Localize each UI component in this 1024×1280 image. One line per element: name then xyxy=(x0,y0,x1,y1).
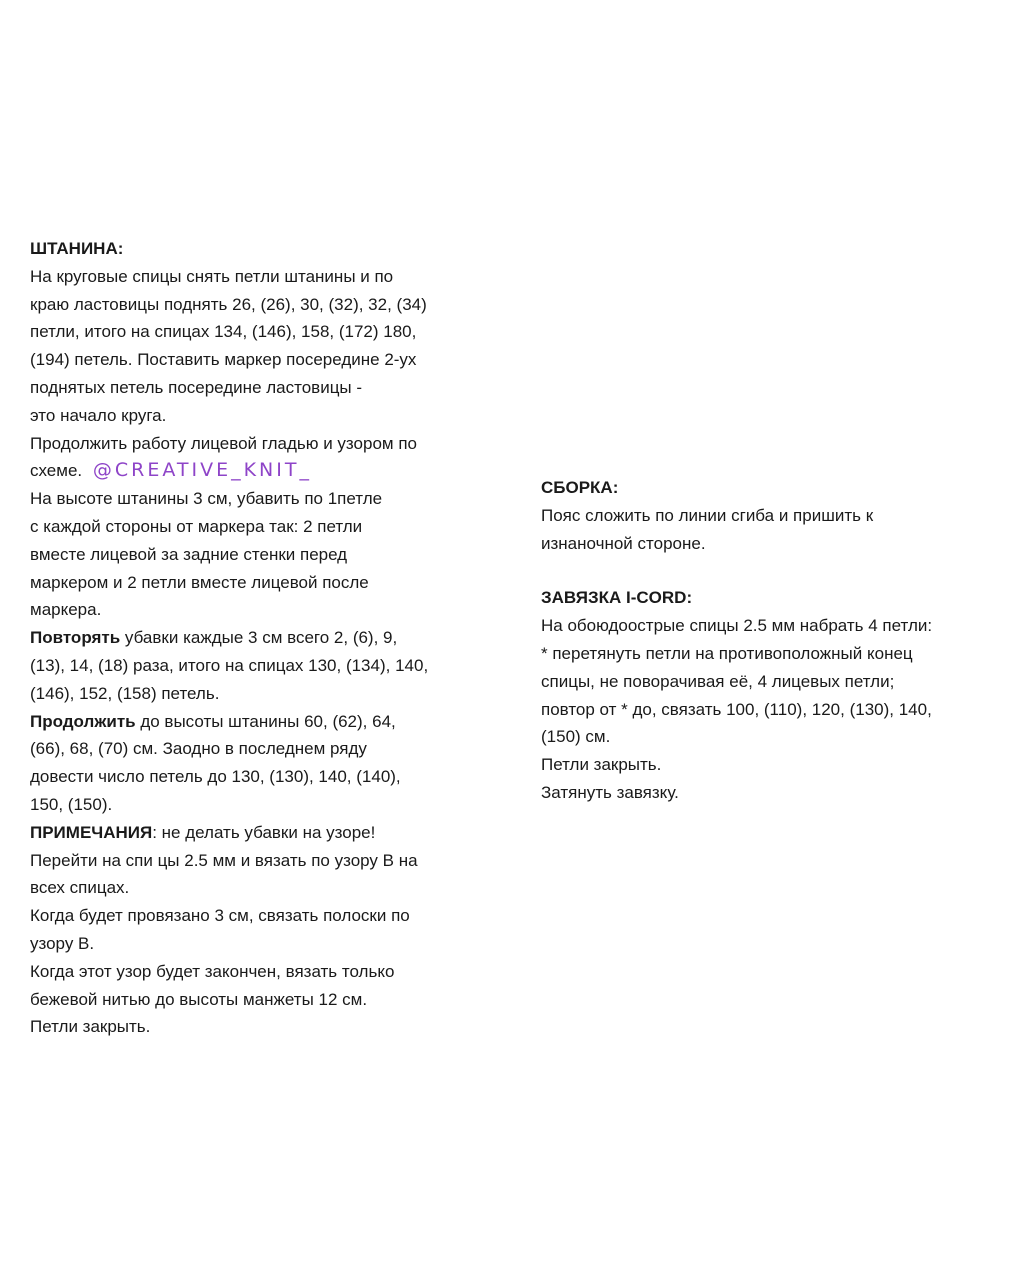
text-line: изнаночной стороне. xyxy=(541,533,706,553)
text-line: Петли закрыть. xyxy=(30,1017,151,1037)
text-line: с каждой стороны от маркера так: 2 петли xyxy=(30,516,363,536)
continue-line xyxy=(30,708,500,736)
trouser-leg-section xyxy=(30,235,500,1041)
section-spacer xyxy=(541,557,1011,584)
text-line: * перетянуть петли на противоположный конец xyxy=(541,643,913,663)
text-line: Перейти на спи цы 2.5 мм и вязать по узору В на xyxy=(30,850,418,870)
repeat-line xyxy=(30,624,500,652)
text-line: маркера. xyxy=(30,600,102,620)
text-line: На обоюдоострые спицы 2.5 мм набрать 4 петли: xyxy=(541,616,933,636)
creator-watermark: @CREATIVE_KNIT_ xyxy=(92,459,312,482)
repeat-text: убавки каждые 3 см всего 2, (6), 9, xyxy=(120,628,398,648)
text-line: Петли закрыть. xyxy=(541,755,662,775)
text-line: (150) см. xyxy=(541,727,611,747)
text-line: Пояс сложить по линии сгиба и пришить к xyxy=(541,505,874,525)
text-line: Затянуть завязку. xyxy=(541,782,679,802)
scheme-text: схеме. xyxy=(30,461,83,481)
repeat-keyword: Повторять xyxy=(30,628,121,648)
text-line: это начало круга. xyxy=(30,405,167,425)
text-line: Продолжить работу лицевой гладью и узором по xyxy=(30,433,417,453)
text-line: вместе лицевой за задние стенки перед xyxy=(30,544,348,564)
scheme-line xyxy=(30,457,500,485)
text-line: всех спицах. xyxy=(30,878,130,898)
notes-keyword: ПРИМЕЧАНИЯ xyxy=(30,822,153,842)
text-line: На высоте штанины 3 см, убавить по 1петле xyxy=(30,489,383,509)
text-line: поднятых петель посередине ластовицы - xyxy=(30,377,363,397)
text-line: 150, (150). xyxy=(30,794,113,814)
section-heading-icord: ЗАВЯЗКА I-CORD: xyxy=(541,588,693,608)
text-line: (66), 68, (70) см. Заодно в последнем ряду xyxy=(30,739,367,759)
text-line: петли, итого на спицах 134, (146), 158, (172) 180, xyxy=(30,322,417,342)
section-heading-assembly: СБОРКА: xyxy=(541,478,619,497)
text-line: повтор от * до, связать 100, (110), 120, (130), 140, xyxy=(541,699,932,719)
text-line: На круговые спицы снять петли штанины и по xyxy=(30,266,394,286)
text-line: Когда этот узор будет закончен, вязать только xyxy=(30,961,395,981)
notes-text: : не делать убавки на узоре! xyxy=(152,822,376,842)
text-line: узору В. xyxy=(30,933,95,953)
text-line: бежевой нитью до высоты манжеты 12 см. xyxy=(30,989,368,1009)
notes-line xyxy=(30,819,500,847)
text-line: спицы, не поворачивая её, 4 лицевых петли; xyxy=(541,671,895,691)
continue-text: до высоты штанины 60, (62), 64, xyxy=(135,711,396,731)
text-line: (146), 152, (158) петель. xyxy=(30,683,220,703)
continue-keyword: Продолжить xyxy=(30,711,136,731)
section-heading-trouser-leg: ШТАНИНА: xyxy=(30,239,124,258)
text-line: Когда будет провязано 3 см, связать полоски по xyxy=(30,906,410,926)
text-line: маркером и 2 петли вместе лицевой после xyxy=(30,572,369,592)
text-line: краю ластовицы поднять 26, (26), 30, (32), 32, (34) xyxy=(30,294,427,314)
text-line: (194) петель. Поставить маркер посередине 2-ух xyxy=(30,350,417,370)
assembly-section xyxy=(541,474,1011,807)
text-line: довести число петель до 130, (130), 140, (140), xyxy=(30,767,401,787)
text-line: (13), 14, (18) раза, итого на спицах 130, (134), 140, xyxy=(30,655,429,675)
